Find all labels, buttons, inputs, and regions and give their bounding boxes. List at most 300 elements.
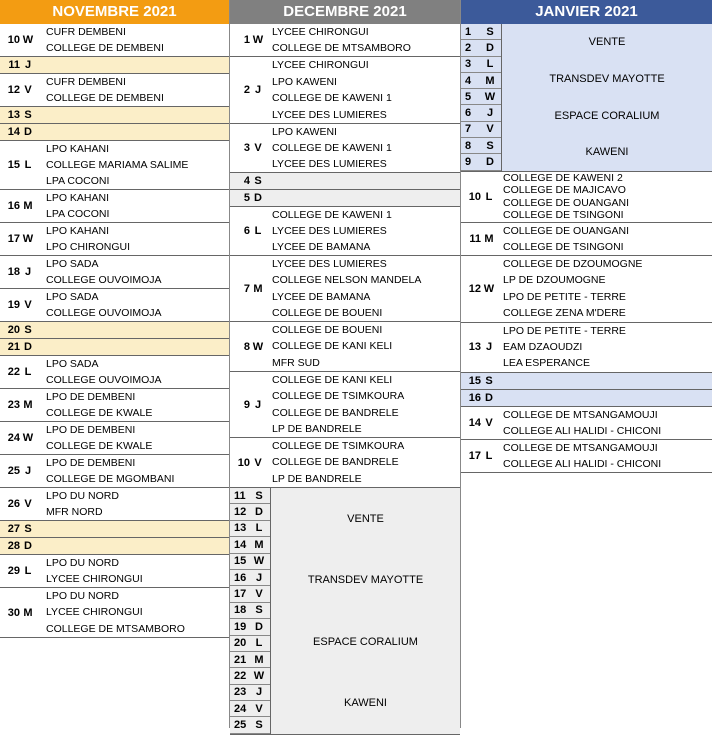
school-name: MFR NORD	[46, 506, 103, 518]
day-letter: S	[486, 25, 494, 38]
entries	[270, 256, 460, 321]
school-name: LPO DU NORD	[46, 557, 119, 569]
day-label	[0, 422, 44, 454]
day-label	[230, 438, 270, 487]
day-letter: D	[486, 41, 494, 54]
holiday-day-row	[230, 619, 270, 635]
entries	[44, 422, 229, 454]
day-label	[461, 172, 501, 222]
day-label	[461, 440, 501, 472]
day-letter: M	[254, 653, 264, 666]
day-label	[461, 407, 501, 439]
school-name: LYCEE DE BAMANA	[272, 241, 371, 253]
school-name: COLLEGE DE KAWENI 1	[272, 92, 392, 105]
month-column-december	[230, 0, 460, 735]
day-label	[461, 390, 501, 406]
day-number: 11	[8, 59, 20, 71]
day-number: 17	[7, 233, 20, 245]
entries	[44, 190, 229, 222]
holiday-day-row	[230, 554, 270, 570]
holiday-day-row	[230, 668, 270, 684]
day-letter: V	[255, 588, 263, 601]
school-name: COLLEGE DE MTSAMBORO	[272, 42, 411, 54]
entries	[270, 438, 460, 487]
school-name: COLLEGE DE KANI KELI	[272, 374, 393, 387]
entries	[501, 407, 712, 439]
holiday-day-row	[461, 154, 501, 170]
day-number: 1	[465, 25, 472, 38]
day-row	[0, 322, 229, 339]
holiday-text: VENTE	[347, 512, 384, 525]
holiday-day-row	[230, 701, 270, 717]
school-name: LPO DU NORD	[46, 490, 119, 502]
day-number: 14	[7, 126, 20, 138]
entries	[44, 24, 229, 56]
school-name: LYCEE DE BAMANA	[272, 290, 371, 303]
day-number: 20	[7, 324, 20, 336]
day-label	[230, 190, 270, 206]
entries	[44, 107, 229, 123]
school-name: LEA ESPERANCE	[503, 357, 590, 370]
day-letter: M	[23, 399, 33, 411]
day-letter: V	[254, 456, 262, 469]
day-letter: W	[253, 669, 265, 682]
school-name: LPA COCONI	[46, 175, 110, 187]
day-letter: L	[254, 225, 262, 237]
holiday-label	[271, 488, 460, 734]
day-label	[461, 373, 501, 389]
school-name: LYCEE DES LUMIERES	[272, 225, 387, 237]
school-name: COLLEGE DE BANDRELE	[272, 406, 399, 419]
day-letter: M	[254, 538, 264, 551]
entries	[44, 124, 229, 140]
holiday-text: ESPACE CORALIUM	[313, 635, 418, 648]
school-name: LYCEE DES LUMIERES	[272, 158, 387, 170]
school-name: LYCEE CHIRONGUI	[272, 59, 369, 72]
day-letter: V	[485, 416, 493, 429]
day-number: 3	[465, 58, 472, 71]
day-label	[0, 141, 44, 189]
entries	[44, 256, 229, 288]
day-label	[0, 356, 44, 388]
day-number: 17	[468, 449, 481, 462]
day-row	[230, 24, 460, 57]
day-label	[0, 57, 44, 73]
school-name: LPO DE PETITE - TERRE	[503, 290, 626, 303]
day-number: 18	[7, 266, 20, 278]
day-number: 15	[468, 374, 481, 387]
day-label	[0, 24, 44, 56]
day-letter: D	[24, 540, 32, 552]
day-number: 29	[7, 565, 20, 577]
entries	[501, 373, 712, 389]
entries	[44, 141, 229, 189]
school-name: LPO SADA	[46, 258, 99, 270]
day-label	[0, 339, 44, 355]
day-label	[461, 323, 501, 372]
school-name: COLLEGE DE TSINGONI	[503, 209, 624, 222]
school-name: COLLEGE OUVOIMOJA	[46, 274, 162, 286]
day-row	[461, 407, 712, 440]
school-name: LYCEE CHIRONGUI	[272, 26, 369, 38]
entries	[501, 440, 712, 472]
holiday-block	[461, 24, 712, 172]
holiday-block	[230, 488, 460, 735]
school-name: LYCEE DES LUMIERES	[272, 258, 387, 271]
day-letter: V	[486, 123, 494, 136]
holiday-text: KAWENI	[344, 697, 387, 710]
entries	[270, 173, 460, 189]
day-label	[0, 488, 44, 520]
school-name: COLLEGE MARIAMA SALIME	[46, 159, 189, 171]
day-letter: D	[254, 192, 262, 204]
day-letter: M	[484, 232, 494, 245]
day-letter: J	[255, 686, 263, 699]
day-row	[0, 588, 229, 638]
entries	[270, 190, 460, 206]
school-name: LPO KAHANI	[46, 225, 110, 237]
entries	[270, 57, 460, 123]
day-letter: D	[485, 391, 493, 404]
holiday-day-row	[230, 537, 270, 553]
school-name: LPO KAWENI	[272, 75, 337, 88]
day-number: 12	[468, 282, 481, 295]
day-letter: L	[486, 58, 494, 71]
school-name: COLLEGE DE KAWENI 1	[272, 142, 392, 154]
school-name: LPO SADA	[46, 358, 99, 370]
entries	[501, 172, 712, 222]
day-number: 9	[465, 156, 472, 169]
school-name: COLLEGE DE MTSANGAMOUJI	[503, 408, 658, 421]
holiday-day-row	[230, 570, 270, 586]
day-letter: J	[24, 465, 32, 477]
day-number: 8	[243, 340, 250, 353]
day-label	[0, 107, 44, 123]
day-row	[461, 440, 712, 473]
day-row	[461, 373, 712, 390]
school-name: LPO KAHANI	[46, 192, 110, 204]
holiday-day-row	[461, 138, 501, 154]
day-number: 19	[7, 299, 20, 311]
day-letter: D	[255, 620, 263, 633]
holiday-text: ESPACE CORALIUM	[554, 109, 660, 122]
day-number: 27	[7, 523, 20, 535]
school-name: LP DE DZOUMOGNE	[503, 274, 606, 287]
school-name: LPO DU NORD	[46, 590, 119, 603]
school-name: COLLEGE DE DEMBENI	[46, 92, 164, 104]
entries	[270, 372, 460, 437]
day-row	[0, 289, 229, 322]
day-number: 4	[243, 175, 250, 187]
school-name: LYCEE CHIRONGUI	[46, 606, 143, 619]
day-number: 4	[465, 74, 472, 87]
school-name: LPA COCONI	[46, 208, 110, 220]
school-name: MFR SUD	[272, 356, 320, 369]
day-number: 13	[234, 522, 247, 535]
day-number: 13	[7, 109, 20, 121]
day-label	[0, 190, 44, 222]
day-number: 6	[465, 107, 472, 120]
school-name: COLLEGE OUVOIMOJA	[46, 374, 162, 386]
day-label	[461, 223, 501, 255]
entries	[501, 256, 712, 322]
school-name: LPO DE PETITE - TERRE	[503, 324, 626, 337]
day-label	[230, 322, 270, 371]
day-number: 15	[234, 555, 247, 568]
day-row	[461, 390, 712, 407]
day-row	[0, 24, 229, 57]
day-row	[0, 124, 229, 141]
holiday-text: TRANSDEV MAYOTTE	[549, 72, 665, 85]
day-letter: W	[22, 34, 34, 46]
day-label	[0, 555, 44, 587]
day-letter: V	[24, 498, 32, 510]
day-row	[0, 141, 229, 190]
day-letter: V	[255, 702, 263, 715]
month-body	[461, 24, 712, 473]
day-row	[461, 172, 712, 223]
day-number: 5	[243, 192, 250, 204]
day-label	[0, 455, 44, 487]
day-letter: L	[255, 637, 263, 650]
entries	[501, 323, 712, 372]
day-letter: L	[255, 522, 263, 535]
day-letter: W	[252, 340, 264, 353]
day-label	[230, 173, 270, 189]
entries	[270, 24, 460, 56]
day-row	[0, 57, 229, 74]
day-letter: V	[24, 299, 32, 311]
day-number: 10	[7, 34, 20, 46]
day-row	[230, 256, 460, 322]
day-letter: S	[486, 139, 494, 152]
entries	[44, 289, 229, 321]
school-name: EAM DZAOUDZI	[503, 341, 583, 354]
day-label	[0, 223, 44, 255]
day-letter: L	[24, 565, 32, 577]
school-name: COLLEGE DE MTSANGAMOUJI	[503, 441, 658, 454]
school-name: CUFR DEMBENI	[46, 26, 126, 38]
day-number: 23	[234, 686, 247, 699]
day-row	[230, 173, 460, 190]
day-row	[0, 422, 229, 455]
day-letter: M	[23, 606, 33, 619]
entries	[44, 555, 229, 587]
school-name: LYCEE DES LUMIERES	[272, 108, 387, 121]
day-row	[230, 124, 460, 173]
school-name: COLLEGE DE OUANGANI	[503, 224, 630, 237]
day-letter: V	[24, 84, 32, 96]
school-name: LP DE BANDRELE	[272, 422, 362, 435]
day-row	[0, 521, 229, 538]
month-header: JANVIER 2021	[461, 0, 712, 24]
day-number: 16	[468, 391, 481, 404]
day-number: 5	[465, 90, 472, 103]
day-letter: D	[24, 126, 32, 138]
day-label	[461, 256, 501, 322]
school-name: LPO DE DEMBENI	[46, 424, 136, 436]
day-letter: W	[483, 282, 495, 295]
day-label	[0, 322, 44, 338]
month-column-november	[0, 0, 229, 638]
day-row	[0, 223, 229, 256]
entries	[44, 538, 229, 554]
day-number: 6	[243, 225, 250, 237]
day-number: 16	[234, 571, 247, 584]
entries	[44, 389, 229, 421]
school-name: COLLEGE DE OUANGANI	[503, 196, 630, 209]
day-letter: L	[24, 366, 32, 378]
day-letter: S	[255, 719, 263, 732]
day-number: 18	[234, 604, 247, 617]
day-letter: W	[484, 90, 496, 103]
day-number: 15	[7, 159, 20, 171]
day-row	[0, 74, 229, 107]
school-name: COLLEGE DE KANI KELI	[272, 340, 393, 353]
day-letter: L	[485, 190, 493, 203]
day-row	[0, 538, 229, 555]
holiday-day-row	[230, 488, 270, 504]
day-label	[230, 57, 270, 123]
day-number: 14	[468, 416, 481, 429]
month-body	[0, 24, 229, 638]
day-number: 13	[468, 341, 481, 354]
day-letter: W	[253, 555, 265, 568]
day-letter: S	[255, 604, 263, 617]
school-name: COLLEGE DE KAWENI 1	[272, 209, 392, 221]
holiday-day-row	[230, 603, 270, 619]
day-letter: J	[254, 84, 262, 96]
day-letter: S	[24, 324, 32, 336]
day-row	[0, 555, 229, 588]
day-label	[230, 256, 270, 321]
day-number: 7	[243, 282, 250, 295]
day-number: 11	[469, 232, 481, 245]
school-name: COLLEGE DE MAJICAVO	[503, 184, 626, 197]
entries	[44, 588, 229, 637]
day-label	[0, 74, 44, 106]
school-name: COLLEGE DE TSIMKOURA	[272, 440, 405, 453]
day-number: 2	[243, 84, 250, 96]
month-header: DECEMBRE 2021	[230, 0, 460, 24]
holiday-day-row	[461, 105, 501, 121]
school-name: LPO KAHANI	[46, 143, 110, 155]
entries	[270, 124, 460, 172]
day-number: 24	[7, 432, 20, 444]
holiday-day-row	[461, 73, 501, 89]
day-number: 22	[7, 366, 20, 378]
day-row	[0, 256, 229, 289]
day-number: 24	[234, 702, 247, 715]
day-number: 21	[234, 653, 247, 666]
school-name: COLLEGE ALI HALIDI - CHICONI	[503, 424, 662, 437]
day-letter: J	[24, 266, 32, 278]
day-row	[230, 438, 460, 488]
holiday-label	[502, 24, 712, 171]
entries	[501, 223, 712, 255]
day-row	[0, 488, 229, 521]
holiday-day-row	[230, 652, 270, 668]
day-letter: J	[24, 59, 32, 71]
entries	[44, 488, 229, 520]
day-number: 16	[7, 200, 20, 212]
day-number: 12	[234, 506, 247, 519]
day-label	[230, 372, 270, 437]
day-number: 20	[234, 637, 247, 650]
day-number: 26	[7, 498, 20, 510]
school-name: LPO DE DEMBENI	[46, 391, 136, 403]
day-number: 8	[465, 139, 472, 152]
school-name: COLLEGE DE KAWENI 2	[503, 171, 623, 184]
day-label	[0, 538, 44, 554]
day-number: 25	[234, 719, 247, 732]
holiday-text: VENTE	[588, 36, 626, 49]
day-label	[230, 124, 270, 172]
day-number: 7	[465, 123, 472, 136]
day-letter: D	[255, 506, 263, 519]
day-number: 19	[234, 620, 247, 633]
school-name: COLLEGE DE KWALE	[46, 407, 153, 419]
school-name: COLLEGE DE MGOMBANI	[46, 473, 175, 485]
school-name: COLLEGE DE BOUENI	[272, 306, 383, 319]
entries	[44, 455, 229, 487]
holiday-day-row	[230, 586, 270, 602]
holiday-day-row	[461, 40, 501, 56]
holiday-day-row	[461, 122, 501, 138]
day-label	[0, 588, 44, 637]
school-name: COLLEGE DE KWALE	[46, 440, 153, 452]
school-name: LPO KAWENI	[272, 126, 337, 138]
day-letter: D	[486, 156, 494, 169]
school-name: COLLEGE DE BOUENI	[272, 324, 383, 337]
day-label	[0, 289, 44, 321]
day-letter: M	[23, 200, 33, 212]
holiday-text: TRANSDEV MAYOTTE	[307, 574, 424, 587]
day-row	[461, 256, 712, 323]
school-name: COLLEGE ZENA M'DERE	[503, 307, 626, 320]
school-name: CUFR DEMBENI	[46, 76, 126, 88]
holiday-days	[461, 24, 502, 171]
day-letter: W	[22, 233, 34, 245]
day-letter: S	[254, 175, 262, 187]
holiday-day-row	[230, 717, 270, 733]
day-row	[0, 389, 229, 422]
entries	[270, 322, 460, 371]
day-letter: W	[22, 432, 34, 444]
holiday-text: KAWENI	[585, 146, 629, 159]
day-row	[0, 356, 229, 389]
holiday-day-row	[461, 24, 501, 40]
holiday-day-row	[461, 57, 501, 73]
month-body	[230, 24, 460, 735]
day-letter: S	[485, 374, 493, 387]
day-row	[230, 322, 460, 372]
day-letter: J	[485, 341, 493, 354]
school-name: COLLEGE DE BANDRELE	[272, 456, 399, 469]
day-label	[230, 207, 270, 255]
day-number: 10	[468, 190, 481, 203]
holiday-day-row	[230, 685, 270, 701]
day-number: 14	[234, 538, 247, 551]
day-letter: J	[255, 571, 263, 584]
day-letter: M	[253, 282, 263, 295]
day-number: 1	[243, 34, 250, 46]
school-name: LPO DE DEMBENI	[46, 457, 136, 469]
day-letter: S	[24, 109, 32, 121]
day-number: 22	[234, 669, 247, 682]
day-number: 25	[7, 465, 20, 477]
school-name: COLLEGE DE TSIMKOURA	[272, 390, 405, 403]
